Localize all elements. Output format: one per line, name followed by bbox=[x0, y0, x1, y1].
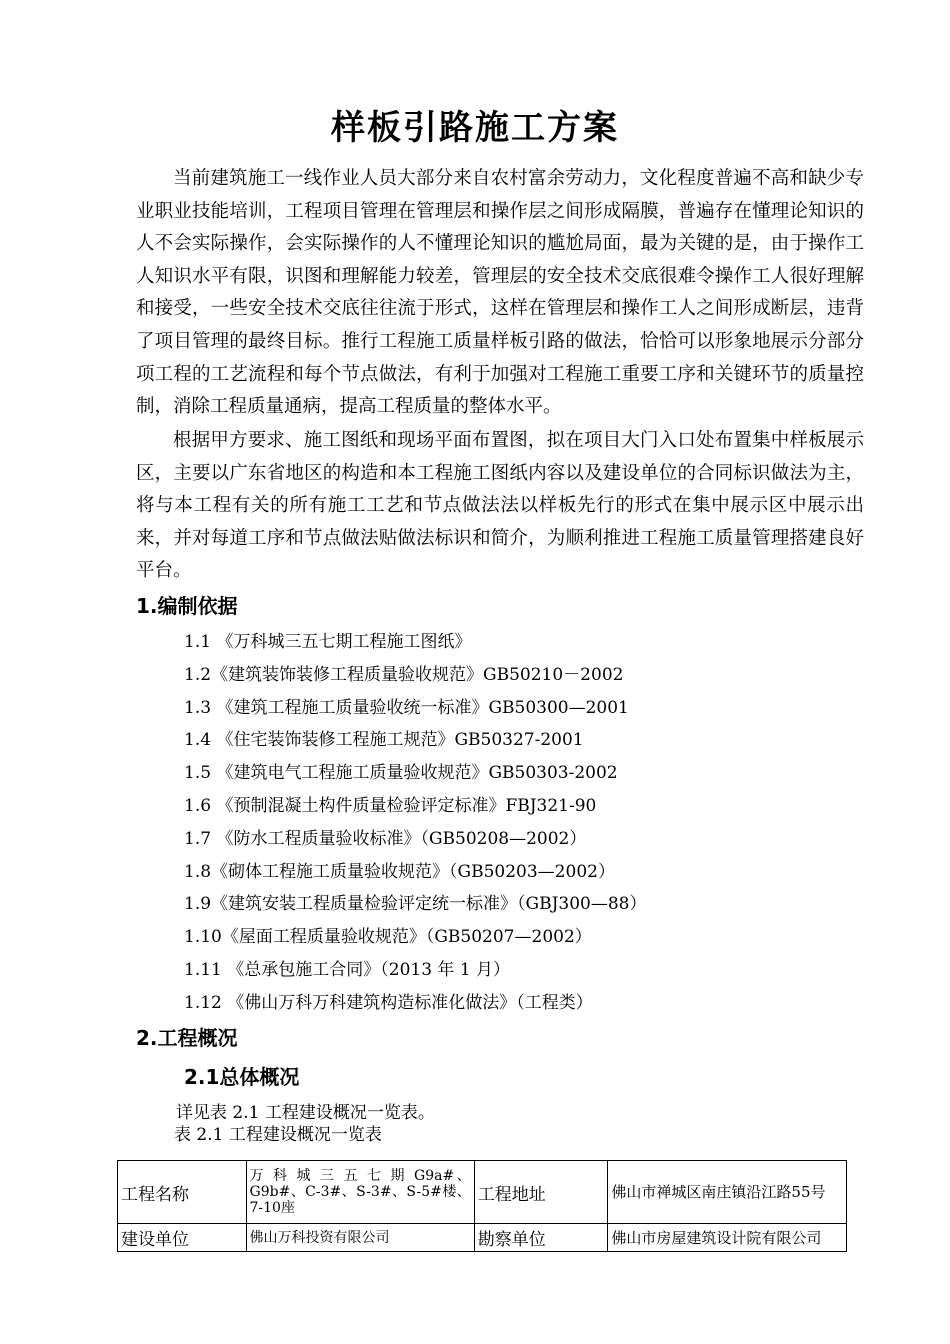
reference-item: 1.11 《总承包施工合同》（2013 年 1 月） bbox=[184, 959, 511, 980]
survey-unit-label: 勘察单位 bbox=[474, 1224, 608, 1252]
reference-item: 1.1 《万科城三五七期工程施工图纸》 bbox=[184, 632, 472, 652]
intro-paragraph-1: 当前建筑施工一线作业人员大部分来自农村富余劳动力，文化程度普遍不高和缺少专业职业技能培训，工程项目管理在管理层和操作层之间形成隔膜，普遍存在懂理论知识的人不会实际操作，会实际操作的人不懂理论知识的尴尬局面，最为关键的是，由于操作工人知识水平有限，识图和理解能力较差，管理层的安全技术交底很难令操作工人很好理解和接受，一些安全技术交底往往流于形式，这样在管理层和操作工人之间形成断层，违背了项目管理的最终目标。推行工程施工质量样板引路的做法，恰恰可以形象地展示分部分项工程的工艺流程和每个节点做法，有利于加强对工程施工重要工序和关键环节的质量控制，消除工程质量通病，提高工程质量的整体水平。 bbox=[136, 168, 864, 418]
project-overview-table bbox=[117, 1160, 847, 1252]
reference-list bbox=[184, 626, 647, 1020]
project-address-label: 工程地址 bbox=[474, 1161, 608, 1224]
section-1-heading: 1.编制依据 bbox=[136, 594, 238, 618]
table-row bbox=[118, 1161, 847, 1224]
table-reference-note: 详见表 2.1 工程建设概况一览表。 bbox=[176, 1103, 435, 1123]
intro-paragraph-2: 根据甲方要求、施工图纸和现场平面布置图，拟在项目大门入口处布置集中样板展示区，主要以广东省地区的构造和本工程施工图纸内容以及建设单位的合同标识做法为主，将与本工程有关的所有施工工艺和节点做法法以样板先行的形式在集中展示区中展示出来，并对每道工序和节点做法贴做法标识和简介，为顺利推进工程施工质量管理搭建良好平台。 bbox=[136, 430, 864, 582]
reference-item: 1.6 《预制混凝土构件质量检验评定标准》FBJ321-90 bbox=[184, 795, 597, 816]
reference-item: 1.4 《住宅装饰装修工程施工规范》GB50327-2001 bbox=[184, 730, 584, 751]
developer-label: 建设单位 bbox=[118, 1224, 247, 1252]
project-name-value: 万 科 城 三 五 七 期 G9a#、G9b#、C-3#、S-3#、S-5#楼、7-10座 bbox=[246, 1161, 474, 1224]
reference-item: 1.3 《建筑工程施工质量验收统一标准》GB50300—2001 bbox=[184, 697, 629, 718]
table-row bbox=[118, 1224, 847, 1252]
survey-unit-value: 佛山市房屋建筑设计院有限公司 bbox=[608, 1224, 847, 1252]
document-title: 样板引路施工方案 bbox=[331, 108, 619, 148]
reference-item: 1.5 《建筑电气工程施工质量验收规范》GB50303-2002 bbox=[184, 763, 618, 784]
reference-item: 1.2《建筑装饰装修工程质量验收规范》GB50210－2002 bbox=[184, 664, 624, 685]
project-name-label: 工程名称 bbox=[118, 1161, 247, 1224]
table-caption: 表 2.1 工程建设概况一览表 bbox=[174, 1125, 382, 1145]
section-2-1-heading: 2.1总体概况 bbox=[184, 1065, 300, 1089]
section-2-heading: 2.工程概况 bbox=[136, 1026, 238, 1050]
reference-item: 1.9《建筑安装工程质量检验评定统一标准》（GBJ300—88） bbox=[184, 894, 647, 915]
reference-item: 1.12 《佛山万科万科建筑构造标准化做法》（工程类） bbox=[184, 992, 593, 1013]
reference-item: 1.10《屋面工程质量验收规范》（GB50207—2002） bbox=[184, 927, 592, 948]
reference-item: 1.8《砌体工程施工质量验收规范》（GB50203—2002） bbox=[184, 861, 615, 882]
project-address-value: 佛山市禅城区南庄镇沿江路55号 bbox=[608, 1161, 847, 1224]
reference-item: 1.7 《防水工程质量验收标准》（GB50208—2002） bbox=[184, 828, 587, 849]
developer-value: 佛山万科投资有限公司 bbox=[246, 1224, 474, 1252]
